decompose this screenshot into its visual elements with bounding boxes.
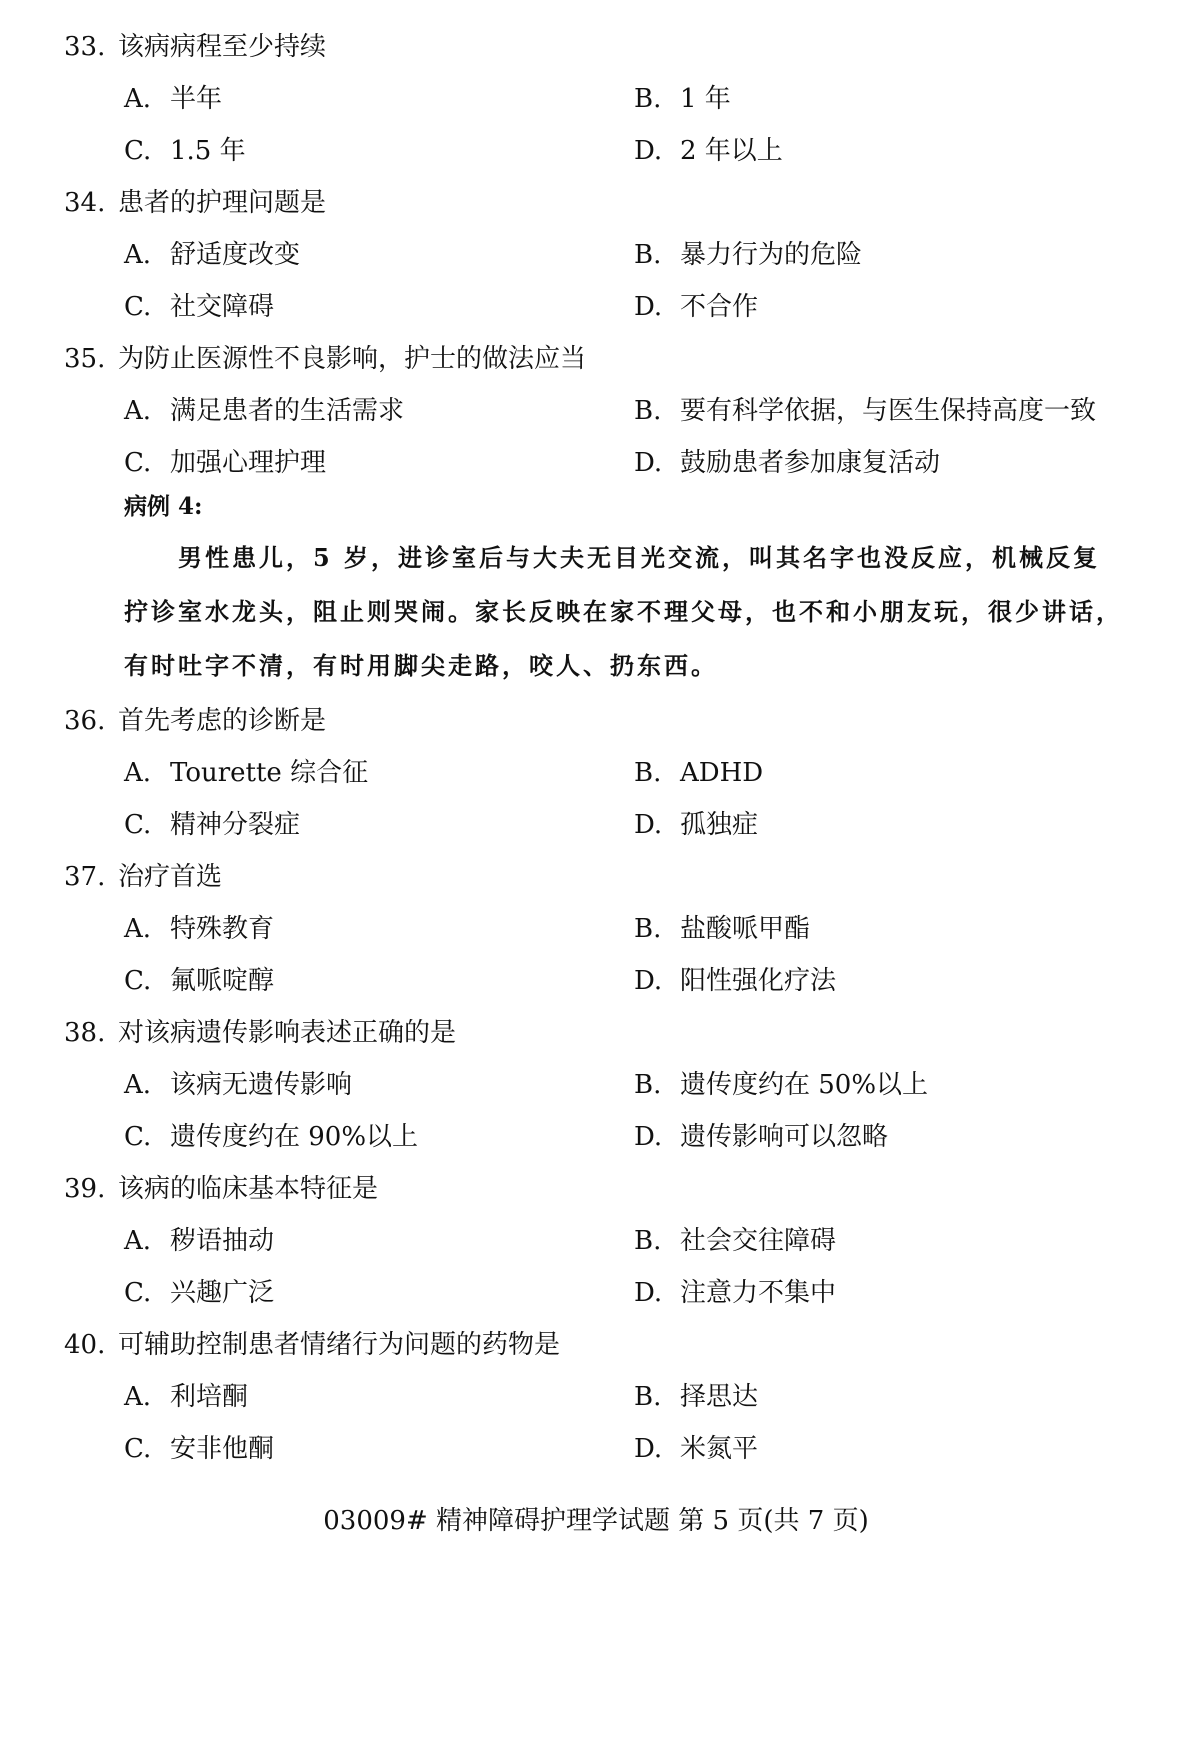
question-36-option-d [634, 808, 758, 842]
question-text: 为防止医源性不良影响，护士的做法应当 [118, 344, 587, 374]
question-35-option-a [124, 394, 404, 428]
question-number: 33. [64, 32, 106, 62]
option-letter: C. [124, 1434, 152, 1464]
question-40-option-d [634, 1432, 758, 1466]
case-paragraph-line: 有时吐字不清，有时用脚尖走路，咬人、扔东西。 [124, 651, 718, 680]
question-33-option-d [634, 134, 783, 168]
question-text: 该病病程至少持续 [118, 32, 327, 62]
question-40-stem [64, 1328, 560, 1362]
question-text: 患者的护理问题是 [118, 188, 327, 218]
option-text: 盐酸哌甲酯 [680, 914, 811, 944]
option-letter: C. [124, 136, 152, 166]
option-text: 择思达 [680, 1382, 759, 1412]
option-text: 社会交往障碍 [680, 1226, 837, 1256]
option-text: 遗传度约在 50%以上 [680, 1070, 929, 1100]
question-36-option-a [124, 756, 368, 790]
option-text: 利培酮 [170, 1382, 249, 1412]
question-40-option-a [124, 1380, 248, 1414]
option-letter: B. [634, 758, 662, 788]
option-letter: D. [634, 1122, 663, 1152]
option-text: ADHD [680, 758, 764, 788]
option-letter: C. [124, 448, 152, 478]
option-letter: D. [634, 1434, 663, 1464]
question-38-option-c [124, 1120, 418, 1154]
question-35-stem [64, 342, 586, 376]
option-text: 满足患者的生活需求 [170, 396, 405, 426]
option-letter: C. [124, 292, 152, 322]
option-letter: A. [124, 1070, 152, 1100]
option-letter: A. [124, 914, 152, 944]
option-text: 鼓励患者参加康复活动 [680, 448, 941, 478]
question-35-option-d [634, 446, 940, 480]
question-number: 39. [64, 1174, 106, 1204]
question-40-option-b [634, 1380, 758, 1414]
page-footer: 03009# 精神障碍护理学试题 第 5 页(共 7 页) [323, 1506, 869, 1536]
question-number: 35. [64, 344, 106, 374]
question-37-option-c [124, 964, 274, 998]
option-letter: D. [634, 136, 663, 166]
option-text: 阳性强化疗法 [680, 966, 837, 996]
question-38-stem [64, 1016, 456, 1050]
option-text: 舒适度改变 [170, 240, 301, 270]
option-letter: D. [634, 292, 663, 322]
option-text: 要有科学依据，与医生保持高度一致 [680, 396, 1097, 426]
question-33-stem [64, 30, 326, 64]
question-number: 38. [64, 1018, 106, 1048]
option-text: 社交障碍 [170, 292, 275, 322]
case-paragraph-line: 男性患儿，5 岁，进诊室后与大夫无目光交流，叫其名字也没反应，机械反复 [124, 543, 1101, 572]
option-letter: C. [124, 966, 152, 996]
option-letter: B. [634, 84, 662, 114]
option-letter: A. [124, 240, 152, 270]
option-text: 加强心理护理 [170, 448, 327, 478]
option-letter: D. [634, 1278, 663, 1308]
question-33-option-c [124, 134, 246, 168]
question-34-option-a [124, 238, 300, 272]
question-36-stem [64, 704, 326, 738]
question-number: 36. [64, 706, 106, 736]
question-38-option-d [634, 1120, 888, 1154]
question-34-stem [64, 186, 326, 220]
question-34-option-c [124, 290, 274, 324]
option-text: 半年 [170, 84, 223, 114]
option-text: 秽语抽动 [170, 1226, 275, 1256]
option-text: 不合作 [680, 292, 759, 322]
question-text: 该病的临床基本特征是 [118, 1174, 379, 1204]
option-text: 米氮平 [680, 1434, 759, 1464]
option-text: 暴力行为的危险 [680, 240, 863, 270]
question-number: 34. [64, 188, 106, 218]
question-36-option-b [634, 756, 763, 790]
question-33-option-b [634, 82, 731, 116]
option-letter: C. [124, 1122, 152, 1152]
option-letter: C. [124, 1278, 152, 1308]
option-letter: D. [634, 810, 663, 840]
case-title: 病例 4: [124, 493, 203, 520]
question-text: 可辅助控制患者情绪行为问题的药物是 [118, 1330, 561, 1360]
option-letter: B. [634, 1226, 662, 1256]
question-text: 首先考虑的诊断是 [118, 706, 327, 736]
question-39-option-a [124, 1224, 274, 1258]
option-letter: B. [634, 396, 662, 426]
option-text: 特殊教育 [170, 914, 275, 944]
option-text: 该病无遗传影响 [170, 1070, 353, 1100]
option-text: 遗传度约在 90%以上 [170, 1122, 419, 1152]
question-35-option-c [124, 446, 326, 480]
case-paragraph-line: 拧诊室水龙头，阻止则哭闹。家长反映在家不理父母，也不和小朋友玩，很少讲话， [124, 597, 1123, 626]
option-text: 1 年 [680, 84, 731, 114]
question-39-option-d [634, 1276, 836, 1310]
question-39-option-c [124, 1276, 274, 1310]
question-39-stem [64, 1172, 378, 1206]
question-38-option-a [124, 1068, 352, 1102]
option-letter: B. [634, 1070, 662, 1100]
question-33-option-a [124, 82, 222, 116]
question-38-option-b [634, 1068, 928, 1102]
question-37-option-a [124, 912, 274, 946]
option-letter: D. [634, 448, 663, 478]
question-34-option-b [634, 238, 862, 272]
option-letter: A. [124, 396, 152, 426]
option-letter: C. [124, 810, 152, 840]
option-letter: B. [634, 914, 662, 944]
question-39-option-b [634, 1224, 836, 1258]
option-letter: A. [124, 84, 152, 114]
option-text: 注意力不集中 [680, 1278, 837, 1308]
question-number: 37. [64, 862, 106, 892]
option-letter: A. [124, 1382, 152, 1412]
question-text: 对该病遗传影响表述正确的是 [118, 1018, 457, 1048]
question-37-option-b [634, 912, 810, 946]
question-37-option-d [634, 964, 836, 998]
option-text: 1.5 年 [170, 136, 246, 166]
option-text: 遗传影响可以忽略 [680, 1122, 889, 1152]
option-letter: A. [124, 758, 152, 788]
question-40-option-c [124, 1432, 274, 1466]
question-34-option-d [634, 290, 758, 324]
option-text: 孤独症 [680, 810, 759, 840]
option-text: 安非他酮 [170, 1434, 275, 1464]
question-text: 治疗首选 [118, 862, 223, 892]
option-text: 精神分裂症 [170, 810, 301, 840]
option-letter: B. [634, 1382, 662, 1412]
question-36-option-c [124, 808, 300, 842]
option-text: 2 年以上 [680, 136, 783, 166]
option-text: Tourette 综合征 [170, 758, 369, 788]
question-number: 40. [64, 1330, 106, 1360]
option-text: 兴趣广泛 [170, 1278, 275, 1308]
option-text: 氟哌啶醇 [170, 966, 275, 996]
question-37-stem [64, 860, 222, 894]
option-letter: A. [124, 1226, 152, 1256]
option-letter: D. [634, 966, 663, 996]
question-35-option-b [634, 394, 1096, 428]
option-letter: B. [634, 240, 662, 270]
